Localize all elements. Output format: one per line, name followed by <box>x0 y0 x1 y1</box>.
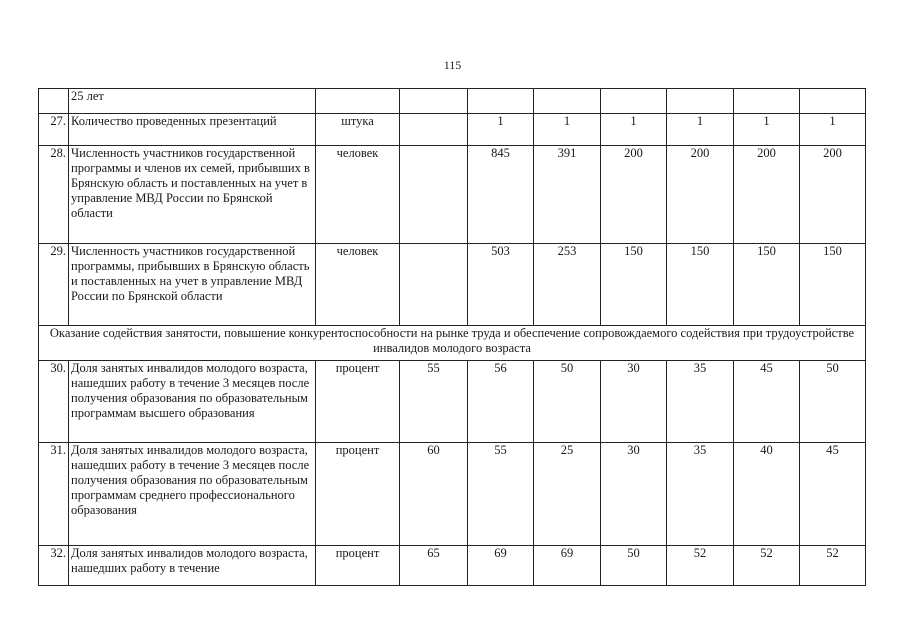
value-cell: 25 <box>534 443 601 546</box>
value-cell: 69 <box>468 546 534 586</box>
value-cell: 150 <box>734 244 800 326</box>
value-cell <box>601 89 667 114</box>
value-cell: 60 <box>400 443 468 546</box>
row-number: 29. <box>39 244 69 326</box>
value-cell: 52 <box>800 546 866 586</box>
unit-cell: процент <box>316 443 400 546</box>
value-cell: 200 <box>601 146 667 244</box>
table-row <box>39 443 866 546</box>
indicator-name: Численность участников государственной программы и членов их семей, прибывших в Брянскую область и поставленных на учет в управление МВД России по Брянской области <box>69 146 316 244</box>
row-number: 31. <box>39 443 69 546</box>
indicator-name: Доля занятых инвалидов молодого возраста, нашедших работу в течение <box>69 546 316 586</box>
value-cell: 391 <box>534 146 601 244</box>
value-cell <box>667 89 734 114</box>
value-cell: 65 <box>400 546 468 586</box>
row-number: 30. <box>39 361 69 443</box>
unit-cell: процент <box>316 546 400 586</box>
value-cell: 35 <box>667 361 734 443</box>
section-row <box>39 326 866 361</box>
value-cell: 30 <box>601 361 667 443</box>
unit-cell: штука <box>316 114 400 146</box>
value-cell: 45 <box>734 361 800 443</box>
table-row <box>39 244 866 326</box>
value-cell <box>400 146 468 244</box>
value-cell: 30 <box>601 443 667 546</box>
value-cell: 150 <box>667 244 734 326</box>
value-cell: 52 <box>734 546 800 586</box>
value-cell: 503 <box>468 244 534 326</box>
unit-cell <box>316 89 400 114</box>
value-cell: 253 <box>534 244 601 326</box>
value-cell <box>400 114 468 146</box>
value-cell: 200 <box>800 146 866 244</box>
indicators-table <box>38 88 866 586</box>
unit-cell: процент <box>316 361 400 443</box>
table-row <box>39 546 866 586</box>
table-row <box>39 89 866 114</box>
value-cell: 45 <box>800 443 866 546</box>
value-cell <box>400 244 468 326</box>
indicator-name: Численность участников государственной программы, прибывших в Брянскую область и поставленных на учет в управление МВД России по Брянской области <box>69 244 316 326</box>
value-cell: 1 <box>534 114 601 146</box>
indicator-name: 25 лет <box>69 89 316 114</box>
value-cell: 200 <box>734 146 800 244</box>
value-cell <box>468 89 534 114</box>
value-cell: 200 <box>667 146 734 244</box>
table-row <box>39 114 866 146</box>
value-cell: 150 <box>601 244 667 326</box>
page-number: 115 <box>443 58 462 72</box>
value-cell: 52 <box>667 546 734 586</box>
row-number <box>39 89 69 114</box>
value-cell: 55 <box>468 443 534 546</box>
section-heading: Оказание содействия занятости, повышение конкурентоспособности на рынке труда и обеспечение сопровождаемого содействия при трудоустройстве инвалидов молодого возраста <box>39 326 866 361</box>
value-cell: 50 <box>534 361 601 443</box>
unit-cell: человек <box>316 244 400 326</box>
unit-cell: человек <box>316 146 400 244</box>
value-cell <box>734 89 800 114</box>
value-cell: 1 <box>800 114 866 146</box>
indicator-name: Количество проведенных презентаций <box>69 114 316 146</box>
value-cell <box>534 89 601 114</box>
value-cell: 1 <box>734 114 800 146</box>
row-number: 27. <box>39 114 69 146</box>
table-row <box>39 146 866 244</box>
value-cell: 1 <box>601 114 667 146</box>
value-cell: 40 <box>734 443 800 546</box>
value-cell: 50 <box>601 546 667 586</box>
table-row <box>39 361 866 443</box>
value-cell: 69 <box>534 546 601 586</box>
value-cell: 1 <box>667 114 734 146</box>
value-cell: 55 <box>400 361 468 443</box>
value-cell <box>800 89 866 114</box>
value-cell <box>400 89 468 114</box>
value-cell: 1 <box>468 114 534 146</box>
row-number: 32. <box>39 546 69 586</box>
value-cell: 35 <box>667 443 734 546</box>
indicator-name: Доля занятых инвалидов молодого возраста, нашедших работу в течение 3 месяцев после получения образования по образовательным программам высшего образования <box>69 361 316 443</box>
value-cell: 150 <box>800 244 866 326</box>
indicator-name: Доля занятых инвалидов молодого возраста, нашедших работу в течение 3 месяцев после получения образования по образовательным программам среднего профессионального образования <box>69 443 316 546</box>
value-cell: 50 <box>800 361 866 443</box>
value-cell: 56 <box>468 361 534 443</box>
value-cell: 845 <box>468 146 534 244</box>
row-number: 28. <box>39 146 69 244</box>
